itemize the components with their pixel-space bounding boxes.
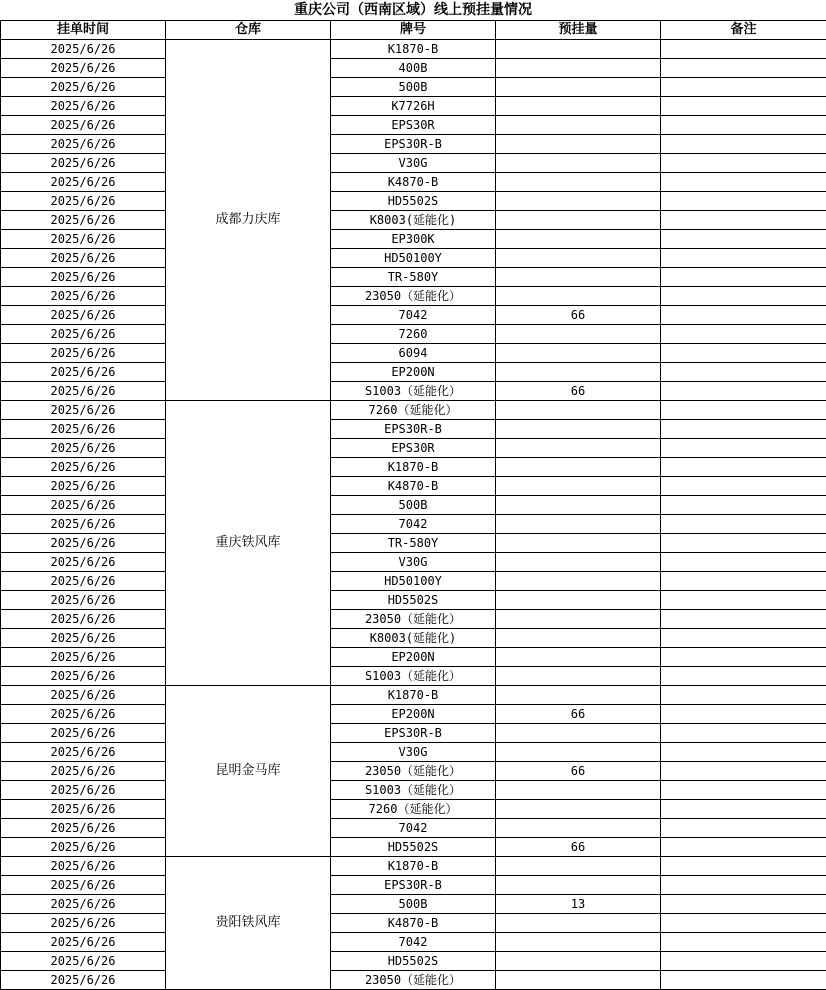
table-row (1, 154, 826, 173)
cell-date[interactable]: 2025/6/26 (1, 591, 166, 610)
cell-date[interactable]: 2025/6/26 (1, 401, 166, 420)
cell-brand[interactable]: 23050（延能化） (331, 762, 496, 781)
sheet-title: 重庆公司（西南区域）线上预挂量情况 (0, 0, 826, 20)
table-row (1, 952, 826, 971)
cell-brand[interactable]: K8003(延能化) (331, 629, 496, 648)
cell-note[interactable] (661, 686, 826, 705)
table-row (1, 230, 826, 249)
table-row (1, 838, 826, 857)
cell-brand[interactable]: 7042 (331, 819, 496, 838)
table-row (1, 116, 826, 135)
cell-quantity[interactable] (496, 59, 661, 78)
table-row (1, 610, 826, 629)
table-row (1, 933, 826, 952)
table-row (1, 306, 826, 325)
cell-quantity[interactable] (496, 553, 661, 572)
cell-date[interactable]: 2025/6/26 (1, 40, 166, 59)
cell-note[interactable] (661, 895, 826, 914)
cell-date[interactable]: 2025/6/26 (1, 895, 166, 914)
cell-brand[interactable]: HD5502S (331, 192, 496, 211)
cell-brand[interactable]: HD5502S (331, 952, 496, 971)
cell-note[interactable] (661, 344, 826, 363)
cell-warehouse[interactable]: 贵阳铁风库 (166, 857, 331, 990)
cell-date[interactable]: 2025/6/26 (1, 743, 166, 762)
cell-note[interactable] (661, 420, 826, 439)
cell-note[interactable] (661, 211, 826, 230)
cell-quantity[interactable] (496, 800, 661, 819)
cell-note[interactable] (661, 800, 826, 819)
cell-brand[interactable]: 7260 (331, 325, 496, 344)
cell-note[interactable] (661, 496, 826, 515)
table-row (1, 591, 826, 610)
cell-note[interactable] (661, 173, 826, 192)
table-row (1, 325, 826, 344)
cell-note[interactable] (661, 268, 826, 287)
cell-quantity[interactable] (496, 401, 661, 420)
cell-brand[interactable]: K1870-B (331, 458, 496, 477)
cell-note[interactable] (661, 743, 826, 762)
table-row (1, 268, 826, 287)
cell-date[interactable]: 2025/6/26 (1, 154, 166, 173)
table-row (1, 363, 826, 382)
header-row (1, 21, 826, 40)
cell-quantity[interactable] (496, 648, 661, 667)
cell-note[interactable] (661, 40, 826, 59)
cell-brand[interactable]: 400B (331, 59, 496, 78)
cell-date[interactable]: 2025/6/26 (1, 116, 166, 135)
table-row (1, 420, 826, 439)
table-row (1, 971, 826, 990)
cell-brand[interactable]: EPS30R (331, 439, 496, 458)
cell-date[interactable]: 2025/6/26 (1, 705, 166, 724)
table-row (1, 439, 826, 458)
cell-date[interactable]: 2025/6/26 (1, 914, 166, 933)
cell-quantity[interactable] (496, 724, 661, 743)
cell-date[interactable]: 2025/6/26 (1, 762, 166, 781)
cell-brand[interactable]: K4870-B (331, 477, 496, 496)
table-row (1, 553, 826, 572)
cell-brand[interactable]: EPS30R-B (331, 135, 496, 154)
cell-quantity[interactable]: 13 (496, 895, 661, 914)
table-row (1, 819, 826, 838)
cell-date[interactable]: 2025/6/26 (1, 496, 166, 515)
cell-brand[interactable]: K8003(延能化) (331, 211, 496, 230)
cell-brand[interactable]: HD5502S (331, 838, 496, 857)
cell-brand[interactable]: V30G (331, 553, 496, 572)
cell-quantity[interactable] (496, 135, 661, 154)
cell-quantity[interactable] (496, 857, 661, 876)
cell-date[interactable]: 2025/6/26 (1, 686, 166, 705)
table-row (1, 192, 826, 211)
cell-quantity[interactable] (496, 819, 661, 838)
cell-brand[interactable]: TR-580Y (331, 534, 496, 553)
cell-note[interactable] (661, 648, 826, 667)
cell-note[interactable] (661, 249, 826, 268)
cell-date[interactable]: 2025/6/26 (1, 59, 166, 78)
cell-date[interactable]: 2025/6/26 (1, 211, 166, 230)
cell-brand[interactable]: 23050（延能化） (331, 610, 496, 629)
cell-note[interactable] (661, 458, 826, 477)
cell-brand[interactable]: EP300K (331, 230, 496, 249)
cell-quantity[interactable] (496, 420, 661, 439)
table-row (1, 97, 826, 116)
header-warehouse[interactable]: 仓库 (166, 21, 331, 40)
cell-date[interactable]: 2025/6/26 (1, 781, 166, 800)
cell-quantity[interactable] (496, 629, 661, 648)
cell-note[interactable] (661, 401, 826, 420)
cell-date[interactable]: 2025/6/26 (1, 648, 166, 667)
cell-note[interactable] (661, 382, 826, 401)
cell-quantity[interactable] (496, 287, 661, 306)
cell-date[interactable]: 2025/6/26 (1, 667, 166, 686)
cell-quantity[interactable] (496, 211, 661, 230)
cell-date[interactable]: 2025/6/26 (1, 325, 166, 344)
cell-note[interactable] (661, 724, 826, 743)
cell-brand[interactable]: EPS30R-B (331, 876, 496, 895)
table-row (1, 458, 826, 477)
cell-note[interactable] (661, 192, 826, 211)
cell-brand[interactable]: K4870-B (331, 914, 496, 933)
cell-brand[interactable]: EP200N (331, 705, 496, 724)
table-row (1, 249, 826, 268)
cell-quantity[interactable] (496, 325, 661, 344)
cell-quantity[interactable]: 66 (496, 838, 661, 857)
table-row (1, 705, 826, 724)
table-row (1, 287, 826, 306)
header-date[interactable]: 挂单时间 (1, 21, 166, 40)
header-quantity[interactable]: 预挂量 (496, 21, 661, 40)
cell-quantity[interactable] (496, 78, 661, 97)
cell-date[interactable]: 2025/6/26 (1, 135, 166, 154)
cell-brand[interactable]: S1003（延能化） (331, 382, 496, 401)
table-row (1, 762, 826, 781)
cell-quantity[interactable] (496, 173, 661, 192)
table-row (1, 686, 826, 705)
cell-note[interactable] (661, 933, 826, 952)
table-row (1, 477, 826, 496)
table-row (1, 59, 826, 78)
cell-quantity[interactable] (496, 439, 661, 458)
cell-note[interactable] (661, 515, 826, 534)
table-row (1, 40, 826, 59)
cell-quantity[interactable] (496, 952, 661, 971)
cell-quantity[interactable] (496, 249, 661, 268)
cell-date[interactable]: 2025/6/26 (1, 268, 166, 287)
table-row (1, 648, 826, 667)
cell-quantity[interactable] (496, 192, 661, 211)
cell-brand[interactable]: V30G (331, 154, 496, 173)
cell-note[interactable] (661, 914, 826, 933)
cell-brand[interactable]: K1870-B (331, 857, 496, 876)
table-row (1, 78, 826, 97)
cell-date[interactable]: 2025/6/26 (1, 249, 166, 268)
table-row (1, 914, 826, 933)
cell-date[interactable]: 2025/6/26 (1, 78, 166, 97)
cell-brand[interactable]: K4870-B (331, 173, 496, 192)
cell-date[interactable]: 2025/6/26 (1, 610, 166, 629)
cell-brand[interactable]: HD5502S (331, 591, 496, 610)
cell-date[interactable]: 2025/6/26 (1, 515, 166, 534)
cell-date[interactable]: 2025/6/26 (1, 572, 166, 591)
table-row (1, 667, 826, 686)
cell-date[interactable]: 2025/6/26 (1, 971, 166, 990)
cell-brand[interactable]: 23050（延能化） (331, 287, 496, 306)
cell-quantity[interactable] (496, 344, 661, 363)
cell-quantity[interactable] (496, 971, 661, 990)
cell-note[interactable] (661, 819, 826, 838)
cell-quantity[interactable] (496, 914, 661, 933)
cell-note[interactable] (661, 952, 826, 971)
cell-quantity[interactable] (496, 686, 661, 705)
cell-warehouse[interactable]: 昆明金马库 (166, 686, 331, 857)
table-row (1, 344, 826, 363)
pre-order-table (0, 20, 826, 990)
cell-brand[interactable]: 500B (331, 895, 496, 914)
table-body (1, 40, 826, 990)
table-row (1, 515, 826, 534)
cell-note[interactable] (661, 572, 826, 591)
cell-date[interactable]: 2025/6/26 (1, 192, 166, 211)
cell-date[interactable]: 2025/6/26 (1, 553, 166, 572)
cell-note[interactable] (661, 971, 826, 990)
cell-quantity[interactable] (496, 572, 661, 591)
cell-date[interactable]: 2025/6/26 (1, 97, 166, 116)
cell-note[interactable] (661, 154, 826, 173)
table-row (1, 135, 826, 154)
cell-date[interactable]: 2025/6/26 (1, 477, 166, 496)
cell-note[interactable] (661, 325, 826, 344)
cell-quantity[interactable] (496, 268, 661, 287)
cell-date[interactable]: 2025/6/26 (1, 287, 166, 306)
cell-note[interactable] (661, 705, 826, 724)
cell-note[interactable] (661, 591, 826, 610)
cell-brand[interactable]: EPS30R (331, 116, 496, 135)
table-row (1, 743, 826, 762)
cell-warehouse[interactable]: 成都力庆库 (166, 40, 331, 401)
cell-note[interactable] (661, 116, 826, 135)
table-row (1, 534, 826, 553)
cell-note[interactable] (661, 553, 826, 572)
cell-brand[interactable]: HD50100Y (331, 249, 496, 268)
cell-quantity[interactable] (496, 534, 661, 553)
cell-brand[interactable]: EP200N (331, 648, 496, 667)
cell-brand[interactable]: 7042 (331, 515, 496, 534)
cell-note[interactable] (661, 838, 826, 857)
cell-warehouse[interactable]: 重庆铁风库 (166, 401, 331, 686)
cell-brand[interactable]: 500B (331, 78, 496, 97)
cell-brand[interactable]: V30G (331, 743, 496, 762)
table-row (1, 211, 826, 230)
table-row (1, 173, 826, 192)
header-note[interactable]: 备注 (661, 21, 826, 40)
cell-note[interactable] (661, 287, 826, 306)
cell-brand[interactable]: S1003（延能化） (331, 781, 496, 800)
cell-note[interactable] (661, 439, 826, 458)
cell-quantity[interactable] (496, 591, 661, 610)
cell-date[interactable]: 2025/6/26 (1, 819, 166, 838)
cell-quantity[interactable] (496, 97, 661, 116)
cell-date[interactable]: 2025/6/26 (1, 173, 166, 192)
cell-date[interactable]: 2025/6/26 (1, 420, 166, 439)
table-row (1, 382, 826, 401)
cell-brand[interactable]: EPS30R-B (331, 724, 496, 743)
cell-quantity[interactable]: 66 (496, 705, 661, 724)
table-row (1, 724, 826, 743)
cell-date[interactable]: 2025/6/26 (1, 838, 166, 857)
cell-quantity[interactable]: 66 (496, 762, 661, 781)
cell-brand[interactable]: K7726H (331, 97, 496, 116)
cell-quantity[interactable] (496, 116, 661, 135)
table-row (1, 876, 826, 895)
table-row (1, 629, 826, 648)
cell-date[interactable]: 2025/6/26 (1, 439, 166, 458)
cell-brand[interactable]: 7042 (331, 306, 496, 325)
cell-date[interactable]: 2025/6/26 (1, 363, 166, 382)
cell-brand[interactable]: TR-580Y (331, 268, 496, 287)
cell-date[interactable]: 2025/6/26 (1, 952, 166, 971)
cell-brand[interactable]: 6094 (331, 344, 496, 363)
cell-date[interactable]: 2025/6/26 (1, 344, 166, 363)
table-row (1, 572, 826, 591)
cell-brand[interactable]: 7260（延能化） (331, 401, 496, 420)
header-brand[interactable]: 牌号 (331, 21, 496, 40)
cell-brand[interactable]: 500B (331, 496, 496, 515)
cell-quantity[interactable] (496, 477, 661, 496)
cell-note[interactable] (661, 230, 826, 249)
cell-brand[interactable]: HD50100Y (331, 572, 496, 591)
cell-date[interactable]: 2025/6/26 (1, 534, 166, 553)
cell-note[interactable] (661, 629, 826, 648)
cell-brand[interactable]: K1870-B (331, 686, 496, 705)
cell-date[interactable]: 2025/6/26 (1, 629, 166, 648)
cell-quantity[interactable] (496, 458, 661, 477)
cell-note[interactable] (661, 59, 826, 78)
cell-quantity[interactable] (496, 40, 661, 59)
cell-quantity[interactable]: 66 (496, 382, 661, 401)
cell-quantity[interactable] (496, 363, 661, 382)
cell-quantity[interactable] (496, 515, 661, 534)
cell-date[interactable]: 2025/6/26 (1, 724, 166, 743)
cell-note[interactable] (661, 363, 826, 382)
cell-date[interactable]: 2025/6/26 (1, 933, 166, 952)
cell-brand[interactable]: S1003（延能化） (331, 667, 496, 686)
cell-date[interactable]: 2025/6/26 (1, 876, 166, 895)
cell-quantity[interactable] (496, 876, 661, 895)
cell-quantity[interactable] (496, 781, 661, 800)
cell-note[interactable] (661, 306, 826, 325)
table-row (1, 401, 826, 420)
cell-brand[interactable]: 7042 (331, 933, 496, 952)
table-row (1, 800, 826, 819)
cell-note[interactable] (661, 781, 826, 800)
cell-quantity[interactable] (496, 933, 661, 952)
cell-brand[interactable]: EP200N (331, 363, 496, 382)
cell-note[interactable] (661, 857, 826, 876)
cell-brand[interactable]: 7260（延能化） (331, 800, 496, 819)
cell-brand[interactable]: K1870-B (331, 40, 496, 59)
cell-note[interactable] (661, 534, 826, 553)
table-row (1, 781, 826, 800)
cell-note[interactable] (661, 667, 826, 686)
table-row (1, 496, 826, 515)
cell-note[interactable] (661, 876, 826, 895)
cell-note[interactable] (661, 762, 826, 781)
table-row (1, 857, 826, 876)
cell-quantity[interactable] (496, 743, 661, 762)
cell-quantity[interactable] (496, 154, 661, 173)
cell-date[interactable]: 2025/6/26 (1, 230, 166, 249)
cell-note[interactable] (661, 610, 826, 629)
cell-brand[interactable]: EPS30R-B (331, 420, 496, 439)
cell-note[interactable] (661, 135, 826, 154)
cell-note[interactable] (661, 78, 826, 97)
cell-quantity[interactable] (496, 667, 661, 686)
cell-date[interactable]: 2025/6/26 (1, 306, 166, 325)
cell-quantity[interactable] (496, 230, 661, 249)
cell-brand[interactable]: 23050（延能化） (331, 971, 496, 990)
cell-quantity[interactable] (496, 496, 661, 515)
cell-date[interactable]: 2025/6/26 (1, 382, 166, 401)
cell-date[interactable]: 2025/6/26 (1, 857, 166, 876)
cell-note[interactable] (661, 97, 826, 116)
cell-note[interactable] (661, 477, 826, 496)
cell-quantity[interactable] (496, 610, 661, 629)
cell-quantity[interactable]: 66 (496, 306, 661, 325)
cell-date[interactable]: 2025/6/26 (1, 800, 166, 819)
table-row (1, 895, 826, 914)
cell-date[interactable]: 2025/6/26 (1, 458, 166, 477)
